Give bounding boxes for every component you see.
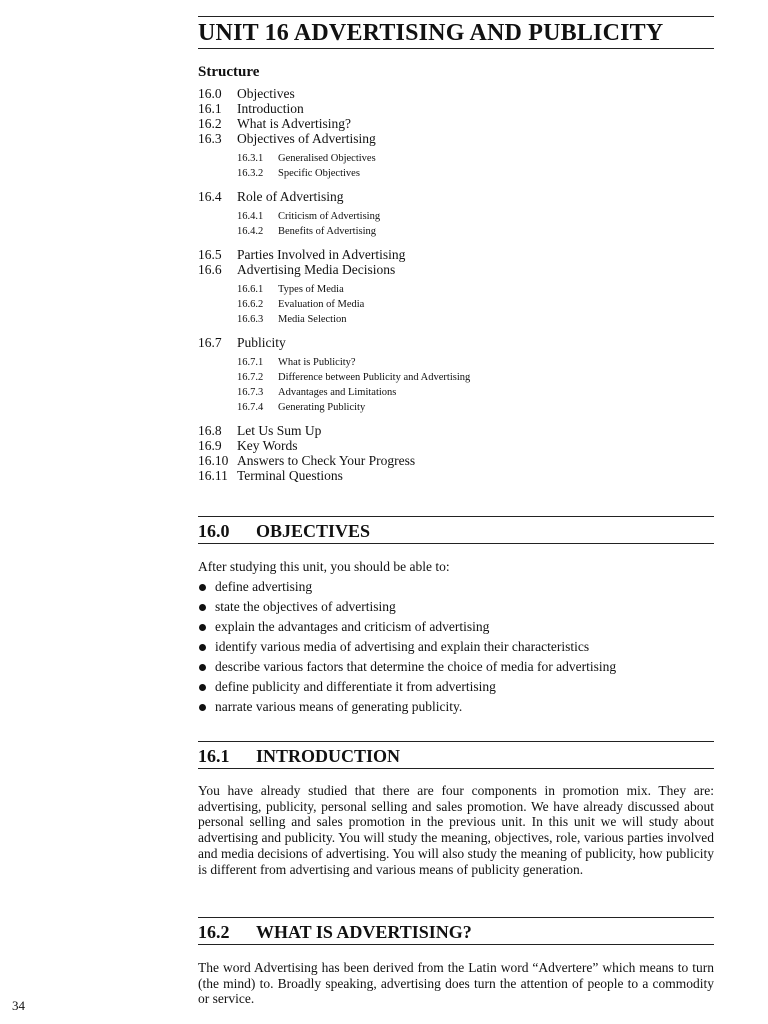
- toc-item: 16.1 Introduction: [198, 101, 304, 116]
- section-heading-what-is-advertising: 16.2 WHAT IS ADVERTISING?: [198, 917, 714, 947]
- toc-subitem: 16.6.1 Types of Media: [237, 284, 344, 295]
- list-item: explain the advantages and criticism of advertising: [198, 617, 714, 637]
- title-rule-bottom: [198, 48, 714, 49]
- toc-subitem: 16.3.2 Specific Objectives: [237, 168, 360, 179]
- title-rule-top: [198, 16, 714, 17]
- toc-subitem: 16.4.2 Benefits of Advertising: [237, 226, 376, 237]
- introduction-paragraph: You have already studied that there are four components in promotion mix. They are: advertising, publicity, personal selling and sales promotion. We have already discussed about personal selling and sales promotion in the previous unit. In this unit we will study about advertising and publicity. You will study the meaning, objectives, role, various parties involved and media decisions of advertising. You will also study the meaning of publicity, how publicity is different from advertising and various means of publicity generation.: [198, 783, 714, 877]
- toc-subitem: 16.4.1 Criticism of Advertising: [237, 211, 381, 222]
- toc-item: 16.0 Objectives: [198, 86, 295, 101]
- toc-item: 16.5 Parties Involved in Advertising: [198, 247, 406, 262]
- list-item: identify various media of advertising and explain their characteristics: [198, 637, 714, 657]
- structure-heading: Structure: [198, 64, 260, 80]
- list-item: define publicity and differentiate it from advertising: [198, 677, 714, 697]
- toc-item: 16.3 Objectives of Advertising: [198, 131, 376, 146]
- toc-item: 16.7 Publicity: [198, 335, 286, 350]
- section-heading-introduction: 16.1 INTRODUCTION: [198, 741, 714, 771]
- toc-subitem: 16.6.2 Evaluation of Media: [237, 299, 365, 310]
- toc-item: 16.10 Answers to Check Your Progress: [198, 453, 416, 468]
- toc-subitem: 16.7.2 Difference between Publicity and Advertising: [237, 372, 471, 383]
- toc-subitem: 16.3.1 Generalised Objectives: [237, 153, 376, 164]
- list-item: describe various factors that determine the choice of media for advertising: [198, 657, 714, 677]
- toc-item: 16.4 Role of Advertising: [198, 189, 344, 204]
- page-number: 34: [12, 998, 25, 1013]
- toc-item: 16.9 Key Words: [198, 438, 298, 453]
- section-heading-objectives: 16.0 OBJECTIVES: [198, 516, 714, 546]
- toc-item: 16.8 Let Us Sum Up: [198, 423, 322, 438]
- toc-item: 16.2 What is Advertising?: [198, 116, 351, 131]
- toc-item: 16.11 Terminal Questions: [198, 468, 343, 483]
- objectives-lead: After studying this unit, you should be able to:: [198, 559, 450, 574]
- unit-title: UNIT 16 ADVERTISING AND PUBLICITY: [198, 20, 664, 46]
- toc-subitem: 16.7.1 What is Publicity?: [237, 357, 356, 368]
- toc-item: 16.6 Advertising Media Decisions: [198, 262, 396, 277]
- table-of-contents: [198, 86, 714, 483]
- toc-subitem: 16.7.4 Generating Publicity: [237, 402, 366, 413]
- list-item: state the objectives of advertising: [198, 597, 714, 617]
- objectives-list: [198, 577, 714, 717]
- toc-subitem: 16.6.3 Media Selection: [237, 314, 347, 325]
- list-item: define advertising: [198, 577, 714, 597]
- toc-subitem: 16.7.3 Advantages and Limitations: [237, 387, 397, 398]
- what-is-advertising-paragraph: The word Advertising has been derived from the Latin word “Advertere” which means to turn (the mind) to. Broadly speaking, advertising does turn the attention of people to a commodity or service.: [198, 960, 714, 1007]
- list-item: narrate various means of generating publicity.: [198, 697, 714, 717]
